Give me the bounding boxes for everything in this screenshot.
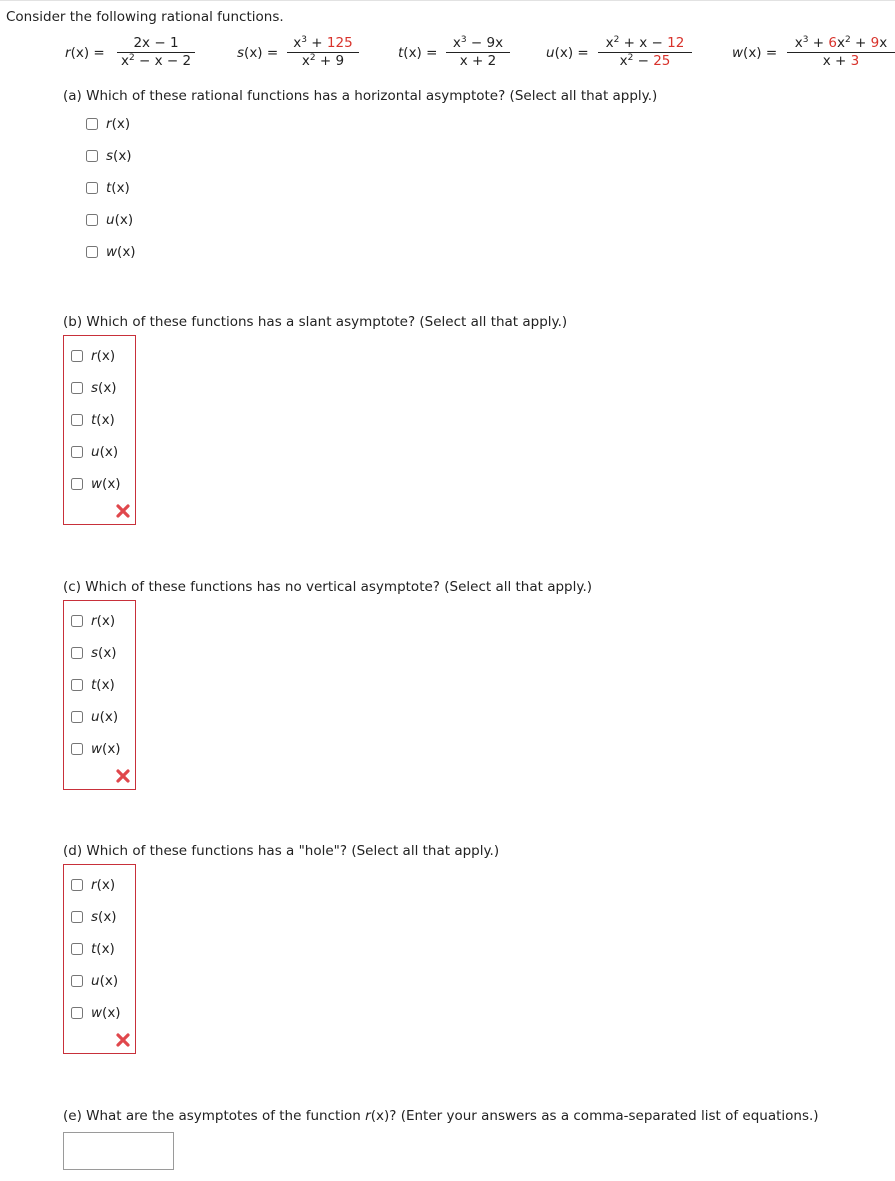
denominator: $x^2 + 9$ (301, 53, 345, 69)
option-label: s(x) (91, 380, 117, 396)
option-label: w(x) (91, 741, 121, 757)
option-label: u(x) (91, 973, 119, 989)
fraction (598, 36, 692, 69)
checkbox-b-w[interactable] (71, 478, 83, 490)
question-e-text-end: (x)? (Enter your answers as a comma-separated list of equations.) (370, 1108, 819, 1124)
option-label: s(x) (106, 148, 132, 164)
checkbox-d-s[interactable] (71, 911, 83, 923)
option-b-u[interactable] (71, 444, 118, 460)
function-label: r(x) = (65, 45, 105, 61)
x-mark-icon (115, 503, 131, 519)
option-c-t[interactable] (71, 677, 115, 693)
option-d-w[interactable] (71, 1005, 121, 1021)
denominator: x + 3 (822, 53, 860, 69)
option-label: r(x) (91, 877, 116, 893)
option-label: s(x) (91, 909, 117, 925)
option-label: u(x) (106, 212, 134, 228)
option-b-s[interactable] (71, 380, 117, 396)
denominator: $x^2 - x - 2$ (120, 53, 192, 69)
function-label: t(x) = (398, 45, 438, 61)
function-label: s(x) = (237, 45, 279, 61)
checkbox-c-w[interactable] (71, 743, 83, 755)
option-a-r[interactable] (86, 116, 130, 132)
question-e-function: r (365, 1108, 371, 1124)
option-label: t(x) (106, 180, 130, 196)
question-d: (d) Which of these functions has a "hole"? (Select all that apply.) (63, 843, 500, 859)
option-c-w[interactable] (71, 741, 121, 757)
function-label: u(x) = (546, 45, 589, 61)
option-d-t[interactable] (71, 941, 115, 957)
numerator: $x^3 + 6x^2 + 9x$ (787, 36, 895, 53)
numerator: $x^2 + x - 12$ (598, 36, 692, 53)
checkbox-d-u[interactable] (71, 975, 83, 987)
x-mark-icon (115, 1032, 131, 1048)
option-a-w[interactable] (86, 244, 136, 260)
checkbox-b-s[interactable] (71, 382, 83, 394)
option-label: w(x) (91, 1005, 121, 1021)
checkbox-a-u[interactable] (86, 214, 98, 226)
numerator: $x^3 - 9x$ (446, 36, 510, 53)
numerator: 2x − 1 (117, 36, 195, 53)
asymptotes-answer-input[interactable] (63, 1132, 174, 1170)
option-d-s[interactable] (71, 909, 117, 925)
option-a-u[interactable] (86, 212, 133, 228)
option-d-r[interactable] (71, 877, 115, 893)
option-label: t(x) (91, 677, 115, 693)
denominator: x + 2 (459, 53, 497, 69)
option-b-w[interactable] (71, 476, 121, 492)
option-label: u(x) (91, 709, 119, 725)
checkbox-b-r[interactable] (71, 350, 83, 362)
option-label: t(x) (91, 941, 115, 957)
checkbox-c-s[interactable] (71, 647, 83, 659)
option-b-t[interactable] (71, 412, 115, 428)
option-b-r[interactable] (71, 348, 115, 364)
option-c-u[interactable] (71, 709, 118, 725)
option-d-u[interactable] (71, 973, 118, 989)
numerator: $x^3 + 125$ (287, 36, 359, 53)
question-a: (a) Which of these rational functions has a horizontal asymptote? (Select all that apply.) (63, 88, 658, 104)
question-b: (b) Which of these functions has a slant asymptote? (Select all that apply.) (63, 314, 568, 330)
question-e-text: (e) What are the asymptotes of the function (63, 1108, 366, 1124)
denominator: $x^2 - 25$ (619, 53, 671, 69)
fraction (446, 36, 510, 69)
option-a-s[interactable] (86, 148, 132, 164)
fraction (787, 36, 895, 69)
intro-text: Consider the following rational functions. (6, 9, 284, 25)
option-label: w(x) (91, 476, 121, 492)
option-a-t[interactable] (86, 180, 130, 196)
option-label: w(x) (106, 244, 136, 260)
option-label: r(x) (106, 116, 131, 132)
option-label: t(x) (91, 412, 115, 428)
question-e (63, 1108, 819, 1124)
checkbox-d-r[interactable] (71, 879, 83, 891)
option-label: r(x) (91, 613, 116, 629)
checkbox-a-r[interactable] (86, 118, 98, 130)
option-c-s[interactable] (71, 645, 117, 661)
option-label: r(x) (91, 348, 116, 364)
fraction (117, 36, 195, 69)
checkbox-a-t[interactable] (86, 182, 98, 194)
checkbox-c-t[interactable] (71, 679, 83, 691)
option-label: u(x) (91, 444, 119, 460)
option-c-r[interactable] (71, 613, 115, 629)
question-c: (c) Which of these functions has no vertical asymptote? (Select all that apply.) (63, 579, 593, 595)
checkbox-b-t[interactable] (71, 414, 83, 426)
function-label: w(x) = (732, 45, 778, 61)
top-divider (0, 0, 895, 1)
checkbox-d-t[interactable] (71, 943, 83, 955)
option-label: s(x) (91, 645, 117, 661)
checkbox-c-r[interactable] (71, 615, 83, 627)
checkbox-a-w[interactable] (86, 246, 98, 258)
checkbox-a-s[interactable] (86, 150, 98, 162)
checkbox-b-u[interactable] (71, 446, 83, 458)
checkbox-c-u[interactable] (71, 711, 83, 723)
fraction (287, 36, 359, 69)
x-mark-icon (115, 768, 131, 784)
checkbox-d-w[interactable] (71, 1007, 83, 1019)
